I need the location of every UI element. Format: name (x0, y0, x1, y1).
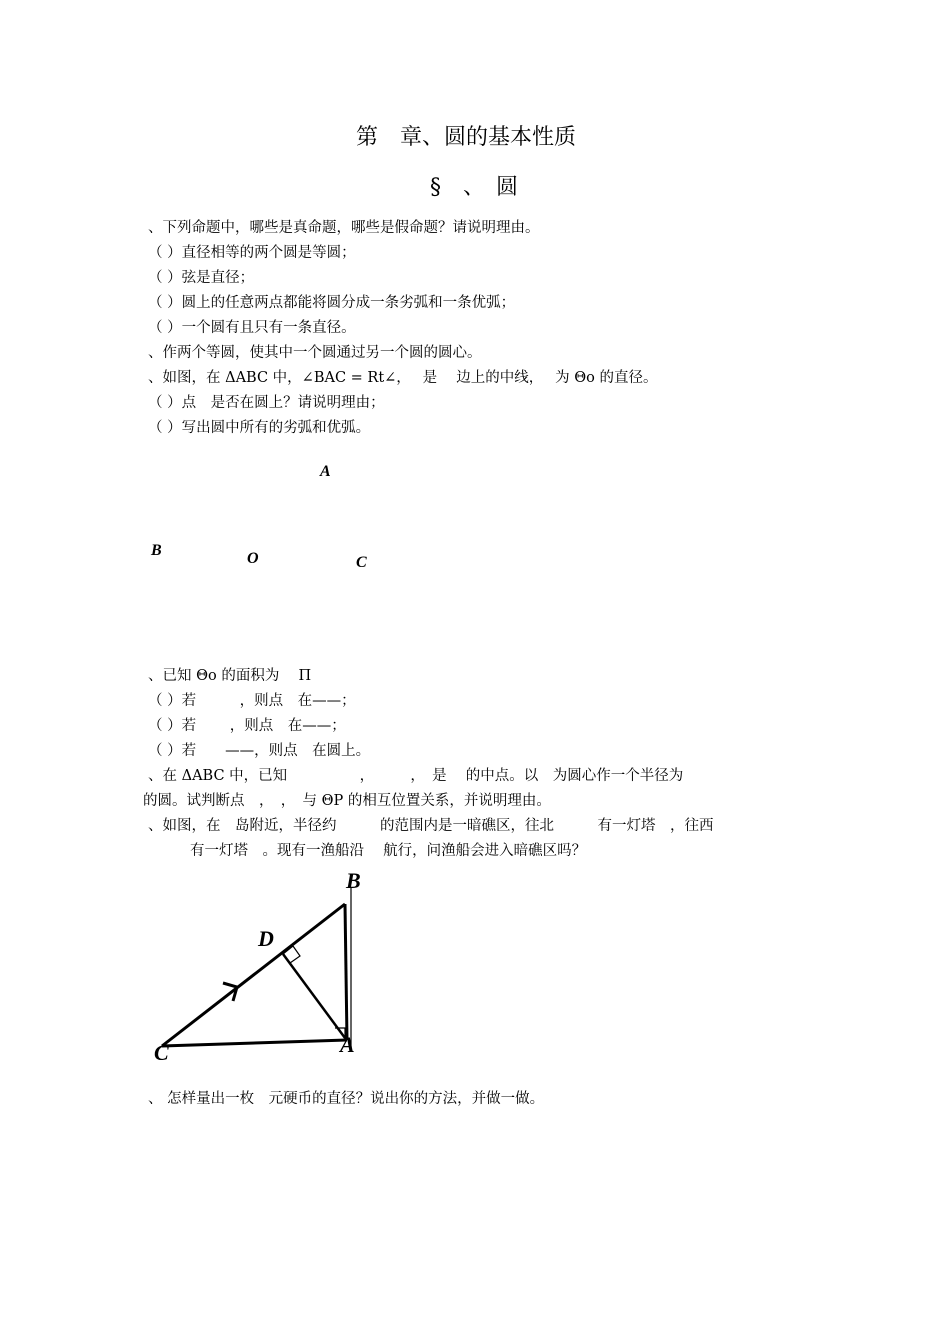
side-ab (345, 904, 347, 1040)
question-4-item-2: （ ）若 ，则点 在——； (148, 718, 346, 734)
question-4-item-3: （ ）若 ——，则点 在圆上。 (148, 743, 371, 759)
question-1-stem: 、下列命题中，哪些是真命题，哪些是假命题？请说明理由。 (148, 220, 540, 236)
question-7-stem: 、 怎样量出一枚 元硬币的直径？说出你的方法，并做一做。 (148, 1091, 545, 1107)
figure1-label-b: B (151, 542, 162, 559)
figure1-label-c: C (356, 554, 367, 571)
question-5-stem: 、在 ΔABC 中，已知 ， ， 是 的中点。以 为圆心作一个半径为 (148, 768, 684, 784)
question-3-stem: 、如图，在 ΔABC 中，∠BAC = Rt∠， 是 边上的中线， 为 Θo 的直径。 (148, 370, 658, 386)
figure2-label-d: D (258, 926, 274, 951)
question-4-item-1: （ ）若 ，则点 在——； (148, 693, 356, 709)
section-title: § 、 圆 (430, 175, 519, 200)
figure2-label-b: B (346, 868, 361, 893)
question-2-stem: 、作两个等圆，使其中一个圆通过另一个圆的圆心。 (148, 345, 482, 361)
figure2-label-c: C (154, 1040, 169, 1065)
segment-ad (283, 954, 345, 1038)
question-1-item-1: （ ）直径相等的两个圆是等圆； (148, 245, 356, 261)
question-6-stem-cont: 有一灯塔 。现有一渔船沿 航行，问渔船会进入暗礁区吗？ (190, 843, 587, 859)
figure1-label-a: A (320, 463, 331, 480)
question-1-item-2: （ ）弦是直径； (148, 270, 255, 286)
question-1-item-3: （ ）圆上的任意两点都能将圆分成一条劣弧和一条优弧； (148, 295, 516, 311)
figure2-label-a: A (340, 1032, 355, 1057)
question-5-stem-cont: 的圆。试判断点 ， ， 与 ΘP 的相互位置关系，并说明理由。 (143, 793, 551, 809)
question-6-stem: 、如图，在 岛附近，半径约 的范围内是一暗礁区，往北 有一灯塔 ，往西 (148, 818, 714, 834)
question-4-stem: 、已知 Θo 的面积为 Π (148, 668, 312, 684)
figure1-label-o: O (247, 550, 259, 567)
question-1-item-4: （ ）一个圆有且只有一条直径。 (148, 320, 356, 336)
question-3-item-2: （ ）写出圆中所有的劣弧和优弧。 (148, 420, 371, 436)
chapter-title: 第 章、圆的基本性质 (356, 125, 577, 150)
side-ca (162, 1040, 347, 1046)
question-3-item-1: （ ）点 是否在圆上？请说明理由； (148, 395, 385, 411)
side-cb (162, 904, 345, 1046)
